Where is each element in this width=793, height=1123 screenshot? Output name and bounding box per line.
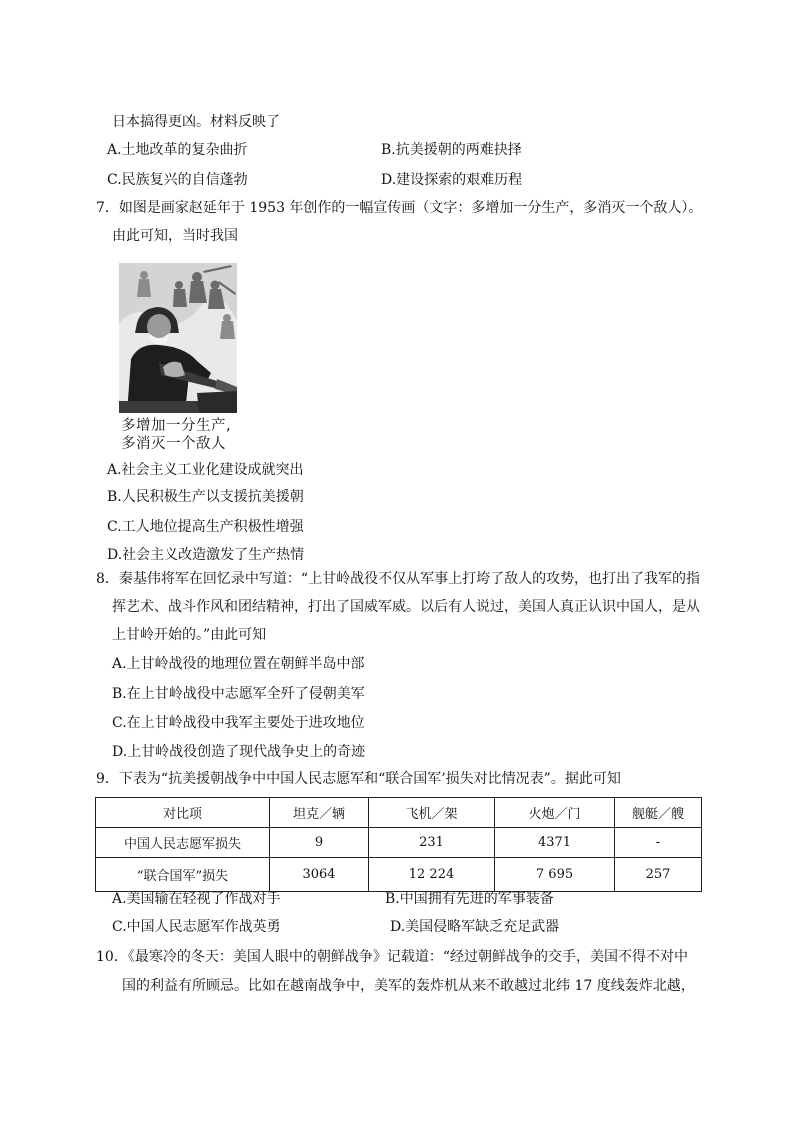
q7-stem-line2: 由此可知，当时我国 [112,228,238,244]
q7-option-b[interactable]: B.人民积极生产以支援抗美援朝 [107,489,304,505]
table-cell: 3064 [270,858,369,892]
q8-stem-line3: 上甘岭开始的。”由此可知 [112,627,267,643]
table-header-cell: 火炮／门 [495,798,615,828]
q10-stem-line1: 10．《最寒冷的冬天：美国人眼中的朝鲜战争》记载道：“经过朝鲜战争的交手，美国不得不对中 [96,949,688,965]
q9-stem-line1: 9．下表为“抗美援朝战争中中国人民志愿军和“联合国军’损失对比情况表”。据此可知 [96,771,621,787]
q6-option-c[interactable]: C.民族复兴的自信蓬勃 [107,172,248,188]
q10-stem-line2: 国的利益有所顾忌。比如在越南战争中，美军的轰炸机从来不敢越过北纬 17 度线轰炸北越， [122,978,695,994]
q7-option-c[interactable]: C.工人地位提高生产积极性增强 [107,519,304,535]
table-row [96,828,702,858]
table-cell: “联合国军”损失 [96,858,270,892]
table-cell: 257 [615,858,702,892]
q8-option-d[interactable]: D.上甘岭战役创造了现代战争史上的奇迹 [112,744,366,760]
propaganda-poster [119,263,237,451]
q9-option-b[interactable]: B.中国拥有先进的军事装备 [385,891,554,907]
q7-option-a[interactable]: A.社会主义工业化建设成就突出 [107,462,304,478]
q6-stem-tail: 日本搞得更凶。材料反映了 [112,114,280,130]
table-cell: 9 [270,828,369,858]
table-row [96,858,702,892]
q8-stem-line2: 挥艺术、战斗作风和团结精神，打出了国威军威。以后有人说过，美国人真正认识中国人，是从 [112,599,700,615]
table-cell: 231 [369,828,495,858]
q7-option-d[interactable]: D.社会主义改造激发了生产热情 [107,547,305,563]
q6-option-d[interactable]: D.建设探索的艰难历程 [381,172,523,188]
poster-caption-line2: 多消灭一个敌人 [121,436,226,452]
q6-option-b[interactable]: B.抗美援朝的两难抉择 [381,142,522,158]
q8-option-c[interactable]: C.在上甘岭战役中我军主要处于进攻地位 [112,715,365,731]
q9-option-d[interactable]: D.美国侵略军缺乏充足武器 [390,919,560,935]
poster-caption-line1: 多增加一分生产, [121,418,232,434]
table-header-cell: 对比项 [96,798,270,828]
table-cell: - [615,828,702,858]
poster-illustration [119,263,237,413]
table-header-row [96,798,702,828]
q8-option-a[interactable]: A.上甘岭战役的地理位置在朝鲜半岛中部 [112,656,365,672]
q8-stem-line1: 8．秦基伟将军在回忆录中写道：“上甘岭战役不仅从军事上打垮了敌人的攻势，也打出了我军的指 [96,571,701,587]
table-header-cell: 飞机／架 [369,798,495,828]
q8-option-b[interactable]: B.在上甘岭战役中志愿军全歼了侵朝美军 [112,686,365,702]
q7-stem-line1: 7．如图是画家赵延年于 1953 年创作的一幅宣传画（文字：多增加一分生产，多消灭一个敌人）。 [96,200,703,216]
table-cell: 7 695 [495,858,615,892]
table-cell: 4371 [495,828,615,858]
q6-option-a[interactable]: A.土地改革的复杂曲折 [107,142,248,158]
table-cell: 中国人民志愿军损失 [96,828,270,858]
table-cell: 12 224 [369,858,495,892]
q9-option-a[interactable]: A.美国输在轻视了作战对手 [112,891,281,907]
q9-option-c[interactable]: C.中国人民志愿军作战英勇 [112,919,281,935]
table-header-cell: 舰艇／艘 [615,798,702,828]
loss-comparison-table [95,797,702,892]
table-header-cell: 坦克／辆 [270,798,369,828]
